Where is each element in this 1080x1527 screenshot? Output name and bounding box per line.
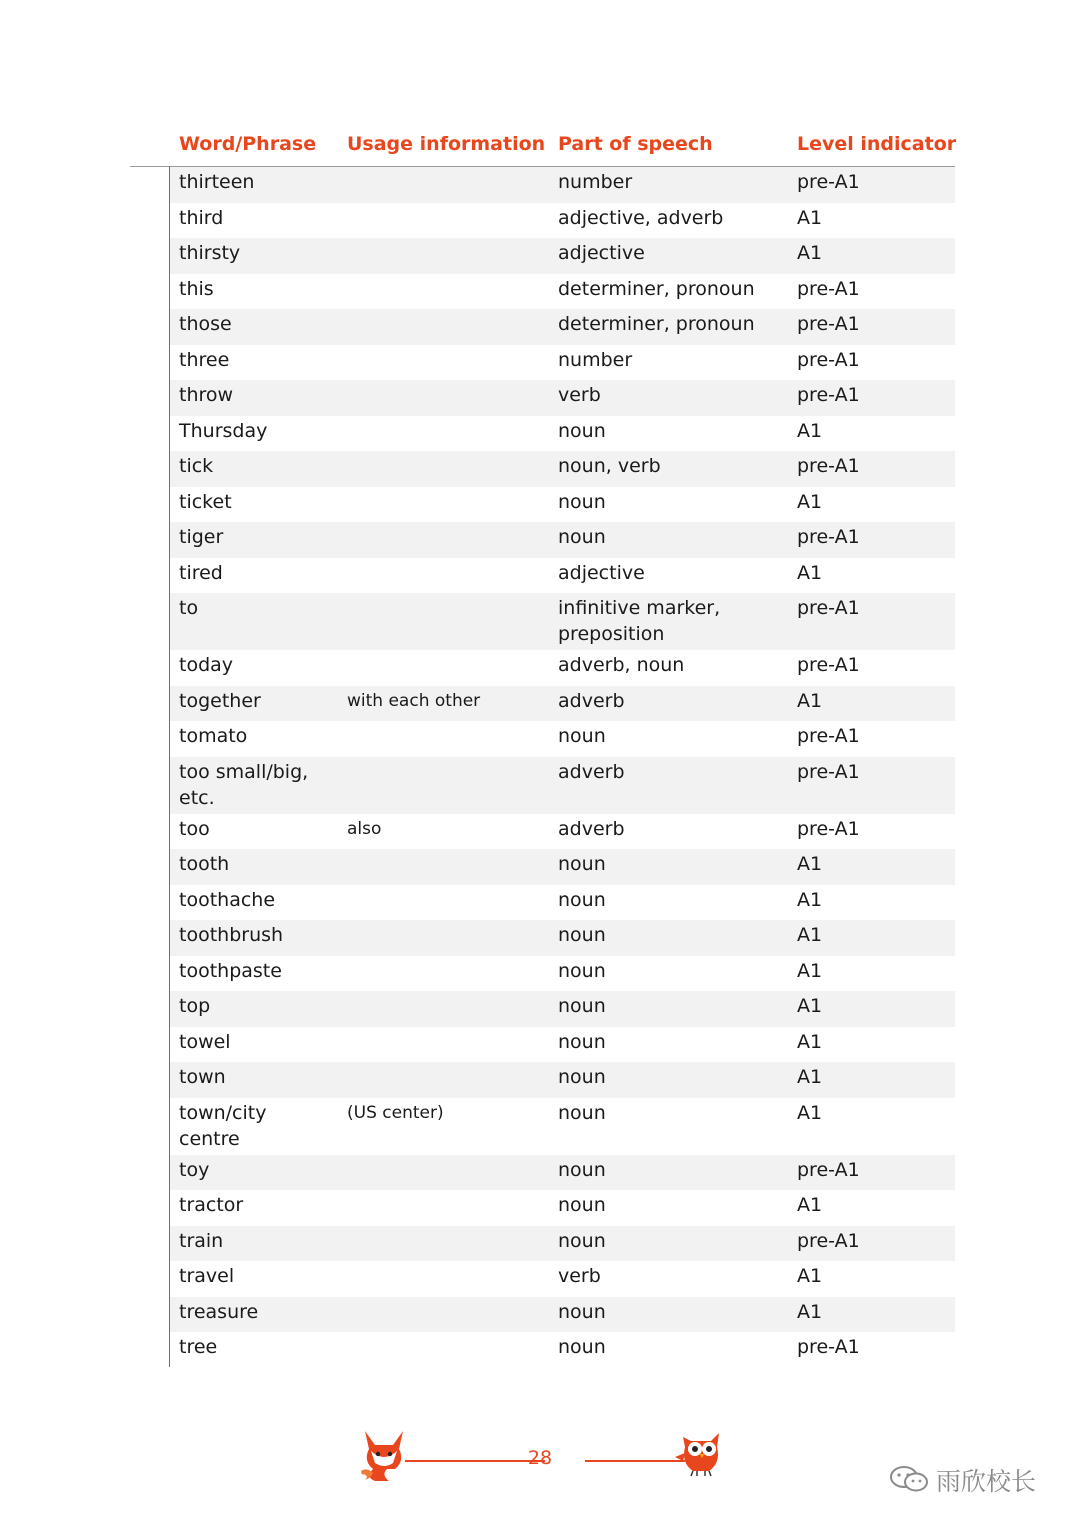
level-cell: pre-A1 — [797, 597, 860, 619]
table-row — [170, 849, 955, 885]
level-cell: pre-A1 — [797, 654, 860, 676]
level-cell: pre-A1 — [797, 384, 860, 406]
level-cell: A1 — [797, 419, 823, 442]
level-cell: A1 — [797, 1300, 823, 1323]
table-row — [170, 1155, 955, 1191]
word-cell: those — [179, 313, 232, 335]
header-level: Level indicator — [797, 133, 957, 155]
table-row — [170, 487, 955, 523]
level-cell: pre-A1 — [797, 526, 860, 548]
level-cell: A1 — [797, 888, 823, 911]
part-of-speech-cell: determiner, pronoun — [558, 313, 755, 335]
header-usage: Usage information — [347, 133, 546, 155]
word-cell: ticket — [179, 490, 232, 513]
level-cell: A1 — [797, 206, 823, 229]
level-cell: A1 — [797, 1030, 823, 1053]
owl-icon — [673, 1427, 729, 1477]
level-cell: A1 — [797, 853, 823, 875]
table-row — [170, 416, 955, 452]
table-row — [170, 1332, 955, 1368]
level-cell: A1 — [797, 242, 823, 264]
word-cell: third — [179, 206, 224, 229]
word-cell: toothpaste — [179, 959, 282, 982]
fox-icon — [359, 1427, 409, 1483]
level-cell: A1 — [797, 689, 823, 712]
word-cell: tiger — [179, 526, 224, 548]
table-row — [170, 1226, 955, 1262]
part-of-speech-cell: adverb — [558, 817, 625, 840]
part-of-speech-cell: noun — [558, 1101, 606, 1124]
word-cell: tomato — [179, 725, 248, 747]
page-number: 28 — [527, 1447, 553, 1469]
usage-cell: also — [347, 818, 382, 839]
word-cell: tooth — [179, 853, 230, 875]
table-row — [170, 1062, 955, 1098]
part-of-speech-cell: noun — [558, 888, 606, 911]
part-of-speech-cell: noun — [558, 1066, 606, 1088]
level-cell: pre-A1 — [797, 171, 860, 193]
word-cell: thirteen — [179, 171, 255, 193]
table-row — [170, 920, 955, 956]
table-row — [170, 1261, 955, 1297]
table-row — [170, 1027, 955, 1063]
part-of-speech-cell: noun — [558, 1030, 606, 1053]
part-of-speech-cell: noun — [558, 959, 606, 982]
part-of-speech-cell: adverb, noun — [558, 654, 685, 676]
word-cell: toothache — [179, 888, 276, 911]
word-cell: three — [179, 348, 230, 371]
usage-cell: (US center) — [347, 1102, 444, 1123]
table-row — [170, 274, 955, 310]
word-cell: Thursday — [179, 419, 268, 442]
word-cell: thirsty — [179, 242, 241, 264]
level-cell: pre-A1 — [797, 725, 860, 747]
word-cell: too — [179, 817, 210, 840]
word-cell: tree — [179, 1336, 218, 1358]
level-cell: pre-A1 — [797, 817, 860, 840]
part-of-speech-cell: noun — [558, 725, 606, 747]
word-cell: travel — [179, 1265, 235, 1287]
table-row — [170, 380, 955, 416]
word-cell: top — [179, 995, 211, 1017]
part-of-speech-cell: noun — [558, 1158, 606, 1181]
word-cell: toy — [179, 1158, 210, 1181]
table-row — [170, 345, 955, 381]
word-cell: throw — [179, 384, 234, 406]
level-cell: A1 — [797, 924, 823, 946]
level-cell: pre-A1 — [797, 1229, 860, 1252]
word-cell: train — [179, 1229, 224, 1252]
part-of-speech-cell: noun — [558, 924, 606, 946]
word-cell: too small/big, etc. — [179, 760, 309, 809]
table-row — [170, 956, 955, 992]
table-row — [170, 1297, 955, 1333]
part-of-speech-cell: adjective, adverb — [558, 206, 724, 229]
wechat-icon — [888, 1464, 932, 1494]
usage-cell: with each other — [347, 690, 481, 711]
word-cell: town/city centre — [179, 1101, 267, 1150]
page-footer — [355, 1425, 735, 1495]
word-cell: together — [179, 689, 261, 712]
part-of-speech-cell: adjective — [558, 561, 645, 584]
part-of-speech-cell: noun — [558, 995, 606, 1017]
part-of-speech-cell: determiner, pronoun — [558, 277, 755, 300]
word-cell: tired — [179, 561, 223, 584]
table-row — [170, 522, 955, 558]
word-cell: towel — [179, 1030, 231, 1053]
table-header — [170, 133, 955, 165]
watermark-text: 雨欣校长 — [936, 1467, 1037, 1496]
footer-rule-right — [585, 1460, 685, 1462]
word-cell: treasure — [179, 1300, 259, 1323]
level-cell: A1 — [797, 1194, 823, 1216]
level-cell: pre-A1 — [797, 277, 860, 300]
table-row — [170, 1098, 955, 1155]
level-cell: pre-A1 — [797, 1336, 860, 1358]
level-cell: A1 — [797, 1066, 823, 1088]
table-row — [170, 686, 955, 722]
part-of-speech-cell: noun — [558, 1300, 606, 1323]
table-row — [170, 309, 955, 345]
table-row — [170, 814, 955, 850]
part-of-speech-cell: noun — [558, 490, 606, 513]
table-row — [170, 757, 955, 814]
level-cell: A1 — [797, 959, 823, 982]
word-cell: this — [179, 277, 214, 300]
part-of-speech-cell: noun — [558, 1194, 606, 1216]
part-of-speech-cell: noun, verb — [558, 455, 661, 477]
part-of-speech-cell: noun — [558, 419, 606, 442]
part-of-speech-cell: adjective — [558, 242, 645, 264]
table-row — [170, 650, 955, 686]
part-of-speech-cell: verb — [558, 1265, 601, 1287]
word-cell: tick — [179, 455, 214, 477]
level-cell: A1 — [797, 490, 823, 513]
part-of-speech-cell: number — [558, 348, 633, 371]
watermark — [888, 1462, 1058, 1498]
part-of-speech-cell: adverb — [558, 689, 625, 712]
level-cell: pre-A1 — [797, 455, 860, 477]
table-row — [170, 991, 955, 1027]
header-part-of-speech: Part of speech — [558, 133, 713, 155]
part-of-speech-cell: infinitive marker, preposition — [558, 597, 721, 645]
level-cell: A1 — [797, 1265, 823, 1287]
word-cell: to — [179, 597, 199, 619]
table-row — [170, 1190, 955, 1226]
part-of-speech-cell: noun — [558, 1336, 606, 1358]
level-cell: A1 — [797, 561, 823, 584]
level-cell: A1 — [797, 1101, 823, 1124]
table-row — [170, 558, 955, 594]
word-cell: today — [179, 654, 234, 676]
part-of-speech-cell: number — [558, 171, 633, 193]
part-of-speech-cell: noun — [558, 526, 606, 548]
part-of-speech-cell: noun — [558, 1229, 606, 1252]
table-row — [170, 885, 955, 921]
table-body — [170, 167, 955, 1368]
header-word: Word/Phrase — [179, 133, 317, 155]
part-of-speech-cell: verb — [558, 384, 601, 406]
table-row — [170, 721, 955, 757]
level-cell: A1 — [797, 995, 823, 1017]
word-cell: toothbrush — [179, 924, 284, 946]
level-cell: pre-A1 — [797, 348, 860, 371]
table-row — [170, 238, 955, 274]
level-cell: pre-A1 — [797, 760, 860, 783]
part-of-speech-cell: noun — [558, 853, 606, 875]
part-of-speech-cell: adverb — [558, 760, 625, 783]
table-row — [170, 593, 955, 650]
table-row — [170, 167, 955, 203]
word-cell: town — [179, 1066, 226, 1088]
table-row — [170, 451, 955, 487]
table-row — [170, 203, 955, 239]
level-cell: pre-A1 — [797, 313, 860, 335]
level-cell: pre-A1 — [797, 1158, 860, 1181]
word-cell: tractor — [179, 1194, 244, 1216]
